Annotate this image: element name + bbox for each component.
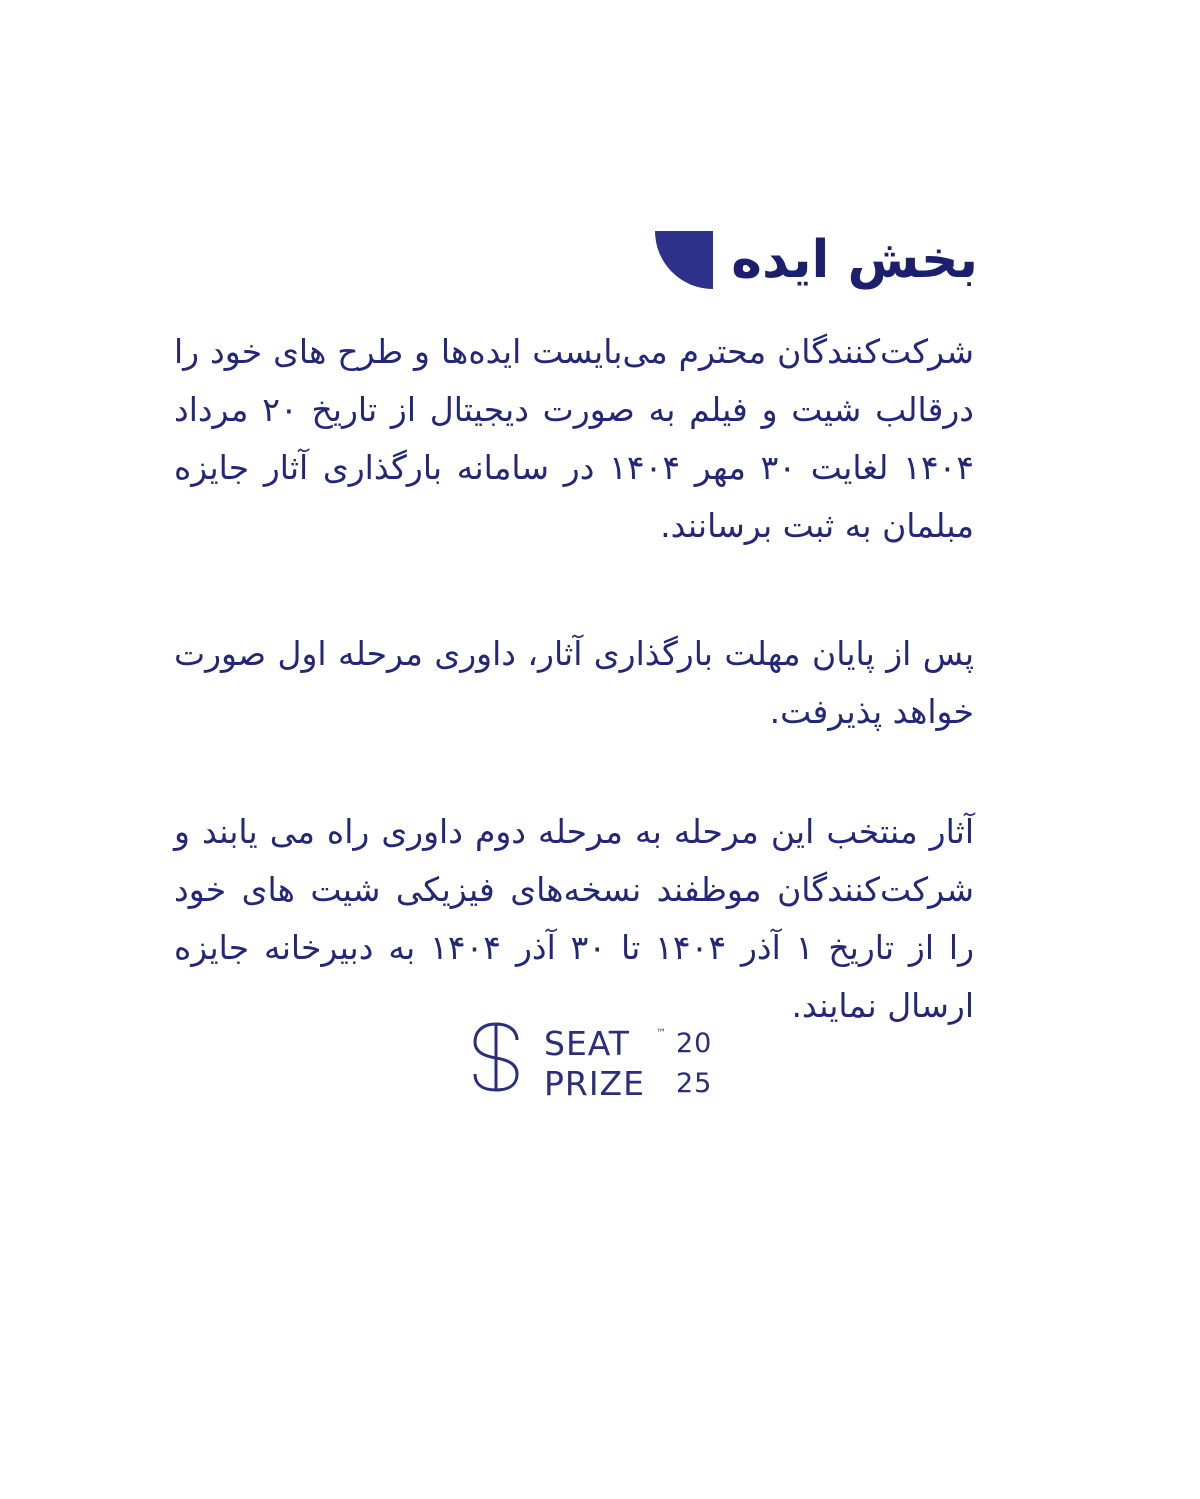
logo-word-seat: SEAT	[544, 1024, 630, 1063]
section-title: بخش ایده	[731, 230, 978, 290]
section-heading	[655, 222, 978, 298]
seat-prize-logo	[470, 1014, 730, 1104]
trademark-mark: ™	[656, 1028, 666, 1039]
logo-year-first: 20	[676, 1028, 713, 1059]
quarter-circle-icon	[655, 231, 713, 289]
paragraph-first-round: پس از پایان مهلت بارگذاری آثار، داوری مرحله اول صورت خواهد پذیرفت.	[174, 634, 974, 731]
paragraph-second-round: آثار منتخب این مرحله به مرحله دوم داوری راه می یابند و شرکت‌کنندگان موظفند نسخه‌های فیزیکی شیت های خود را از تاریخ ۱ آذر ۱۴۰۴ تا ۳۰ آذر ۱۴۰۴ به دبیرخانه جایزه ارسال نمایند.	[174, 812, 975, 1025]
paragraph-submission: شرکت‌کنندگان محترم می‌بایست ایده‌ها و طرح های خود را درقالب شیت و فیلم به صورت دیجیتال از تاریخ ۲۰ مرداد ۱۴۰۴ لغایت ۳۰ مهر ۱۴۰۴ در سامانه بارگذاری آثار جایزه مبلمان به ثبت برسانند.	[174, 332, 975, 545]
logo-year-second: 25	[676, 1068, 713, 1099]
seat-prize-s-logo-icon	[470, 1020, 522, 1094]
logo-word-prize: PRIZE	[544, 1064, 646, 1103]
